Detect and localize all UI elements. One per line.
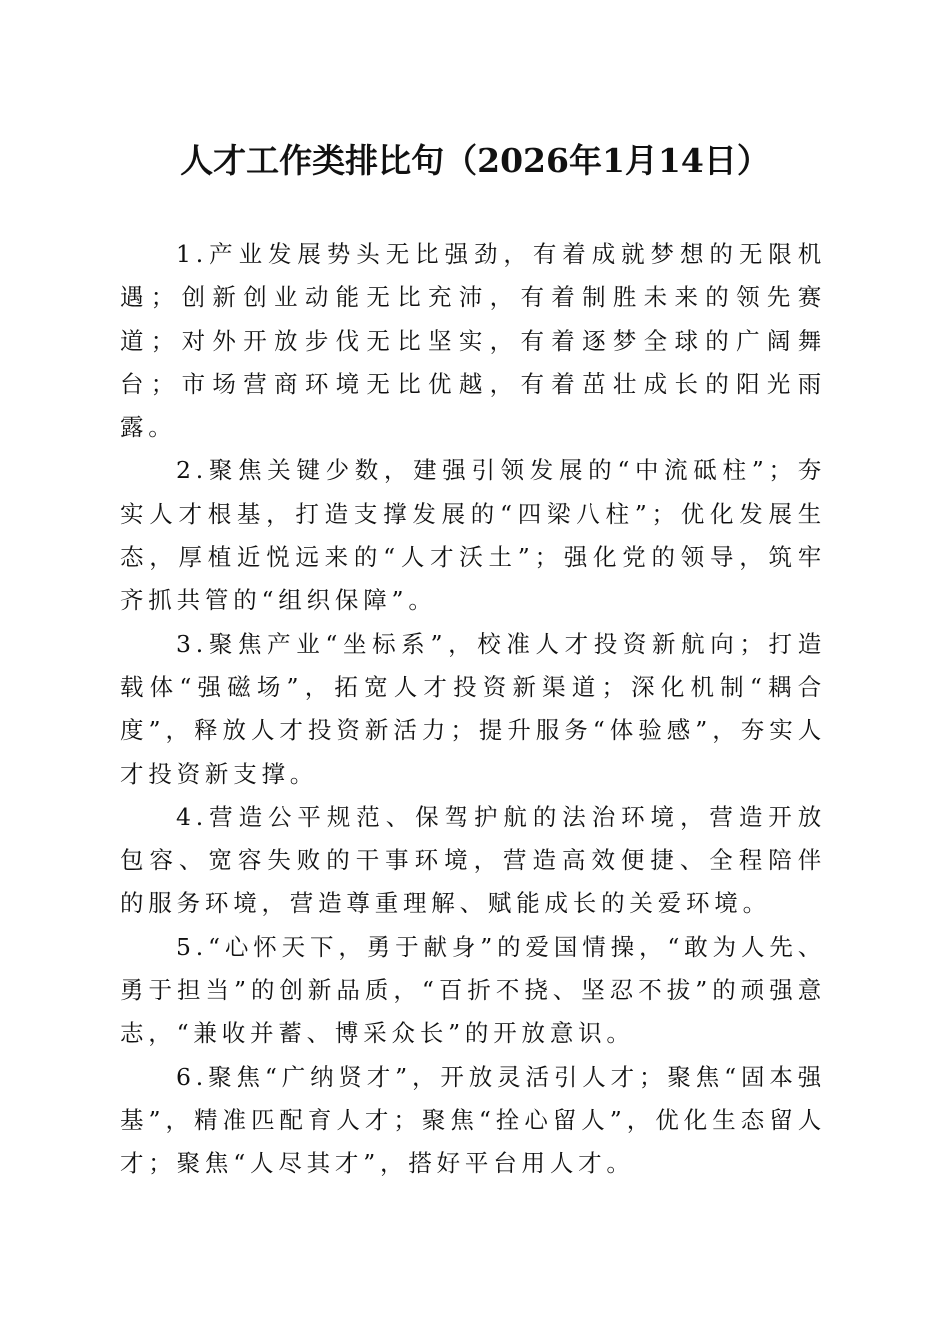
paragraph-1: 1.产业发展势头无比强劲，有着成就梦想的无限机遇；创新创业动能无比充沛，有着制胜未来的领先赛道；对外开放步伐无比坚实，有着逐梦全球的广阔舞台；市场营商环境无比优越，有着茁壮成长的阳光雨露。	[120, 240, 826, 442]
paragraph-3: 3.聚焦产业“坐标系”，校准人才投资新航向；打造载体“强磁场”，拓宽人才投资新渠道；深化机制“耦合度”，释放人才投资新活力；提升服务“体验感”，夯实人才投资新支撑。	[120, 629, 826, 788]
paragraph-4: 4.营造公平规范、保驾护航的法治环境，营造开放包容、宽容失败的干事环境，营造高效便捷、全程陪伴的服务环境，营造尊重理解、赋能成长的关爱环境。	[120, 802, 826, 918]
document-title: 人才工作类排比句（2026年1月14日）	[180, 141, 770, 180]
paragraph-5: 5.“心怀天下，勇于献身”的爱国情操，“敢为人先、勇于担当”的创新品质，“百折不挠、坚忍不拔”的顽强意志，“兼收并蓄、博采众长”的开放意识。	[120, 932, 826, 1048]
document-body	[120, 233, 826, 1186]
paragraph-6: 6.聚焦“广纳贤才”，开放灵活引人才；聚焦“固本强基”，精准匹配育人才；聚焦“拴心留人”，优化生态留人才；聚焦“人尽其才”，搭好平台用人才。	[120, 1062, 826, 1178]
paragraph-2: 2.聚焦关键少数，建强引领发展的“中流砥柱”；夯实人才根基，打造支撑发展的“四梁八柱”；优化发展生态，厚植近悦远来的“人才沃土”；强化党的领导，筑牢齐抓共管的“组织保障”。	[120, 456, 826, 615]
